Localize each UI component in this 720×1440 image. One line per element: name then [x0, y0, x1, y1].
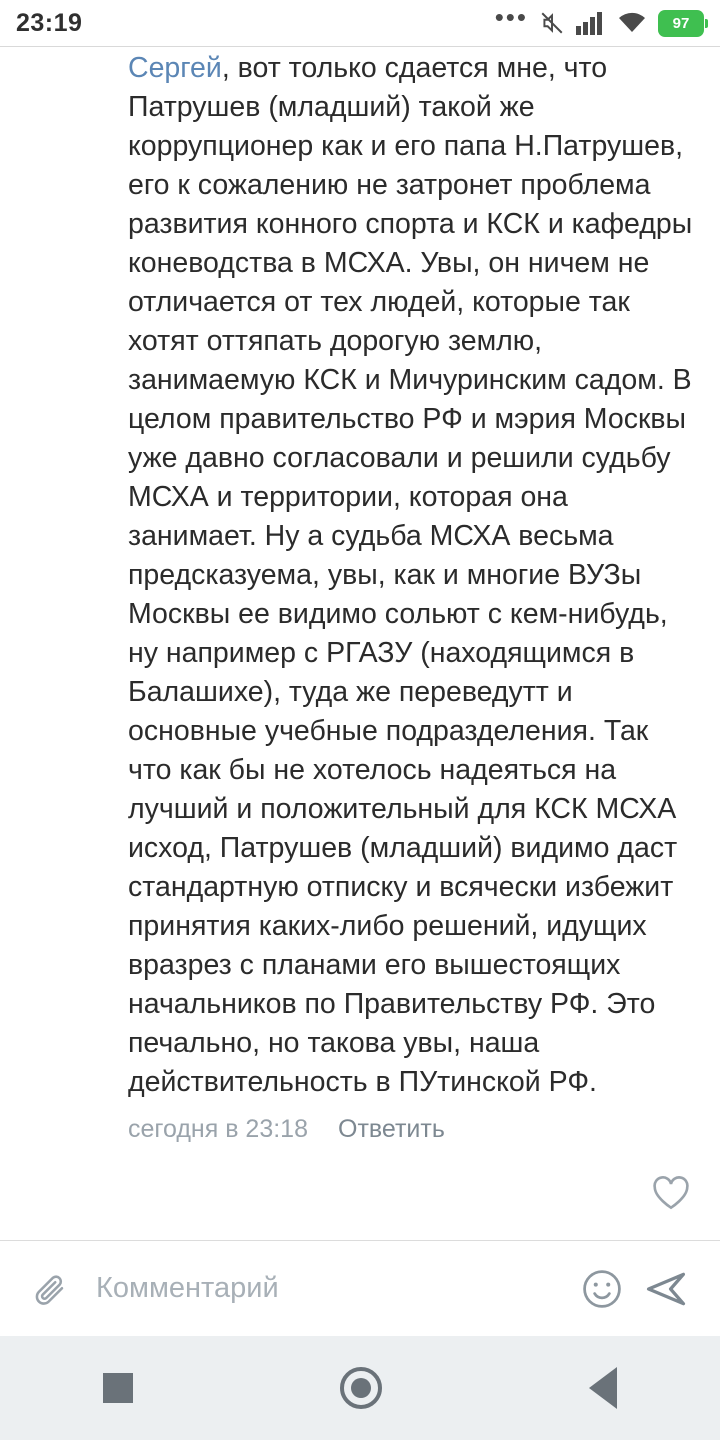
heart-icon[interactable]	[652, 1176, 690, 1215]
status-bar-right	[494, 2, 704, 37]
comment-text: , вот только сдается мне, что Патрушев (младший) такой же коррупционер как и его папа Н.Патрушев, его к сожалению не затронет проблема развития конного спорта и КСК и кафедры коневодства в МСХА. Увы, он ничем не отличается от тех людей, которые так хотят оттяпать дорогую землю, занимаемую КСК и Мичуринским садом. В целом правительство РФ и мэрия Москвы уже давно согласовали и решили судьбу МСХА и территории, которая она занимает. Ну а судьба МСХА весьма предсказуема, увы, как и многие ВУЗы Москвы ее видимо сольют с кем-нибудь, ну например с РГАЗУ (находящимся в Балашихе), туда же переведутт и основные учебные подразделения. Так что как бы не хотелось надеяться на лучший и положительный для КСК МСХА исход, Патрушев (младший) видимо даст стандартную отписку и всячески избежит принятия каких-либо решений, идущих вразрез с планами его вышестоящих начальников по Правительству РФ. Это печально, но такова увы, наша действительность в ПУтинской РФ.	[128, 52, 693, 1098]
comment-thread	[0, 47, 720, 1241]
send-icon[interactable]	[634, 1267, 698, 1311]
comment-input[interactable]	[78, 1271, 570, 1306]
status-bar-left	[16, 9, 82, 38]
comment-timestamp: сегодня в 23:18	[128, 1115, 308, 1143]
back-button[interactable]	[589, 1367, 617, 1409]
comment-composer	[0, 1240, 720, 1336]
status-clock: 23:19	[16, 8, 83, 37]
recent-apps-button[interactable]	[103, 1373, 133, 1403]
battery-indicator: 97	[658, 10, 704, 37]
home-button[interactable]	[340, 1367, 382, 1409]
mention-link[interactable]: Сергей	[128, 52, 222, 84]
smiley-icon[interactable]	[570, 1267, 634, 1311]
avatar-column	[0, 47, 104, 1241]
mute-icon	[539, 10, 565, 36]
comment-meta	[128, 1115, 694, 1144]
paperclip-icon[interactable]	[22, 1271, 78, 1307]
wifi-icon	[617, 11, 647, 35]
status-bar	[0, 0, 720, 46]
comment-body	[128, 47, 694, 1102]
reply-button[interactable]: Ответить	[338, 1115, 445, 1143]
system-navigation-bar	[0, 1336, 720, 1440]
signal-icon	[576, 10, 606, 36]
more-dots-icon: •••	[494, 2, 528, 32]
